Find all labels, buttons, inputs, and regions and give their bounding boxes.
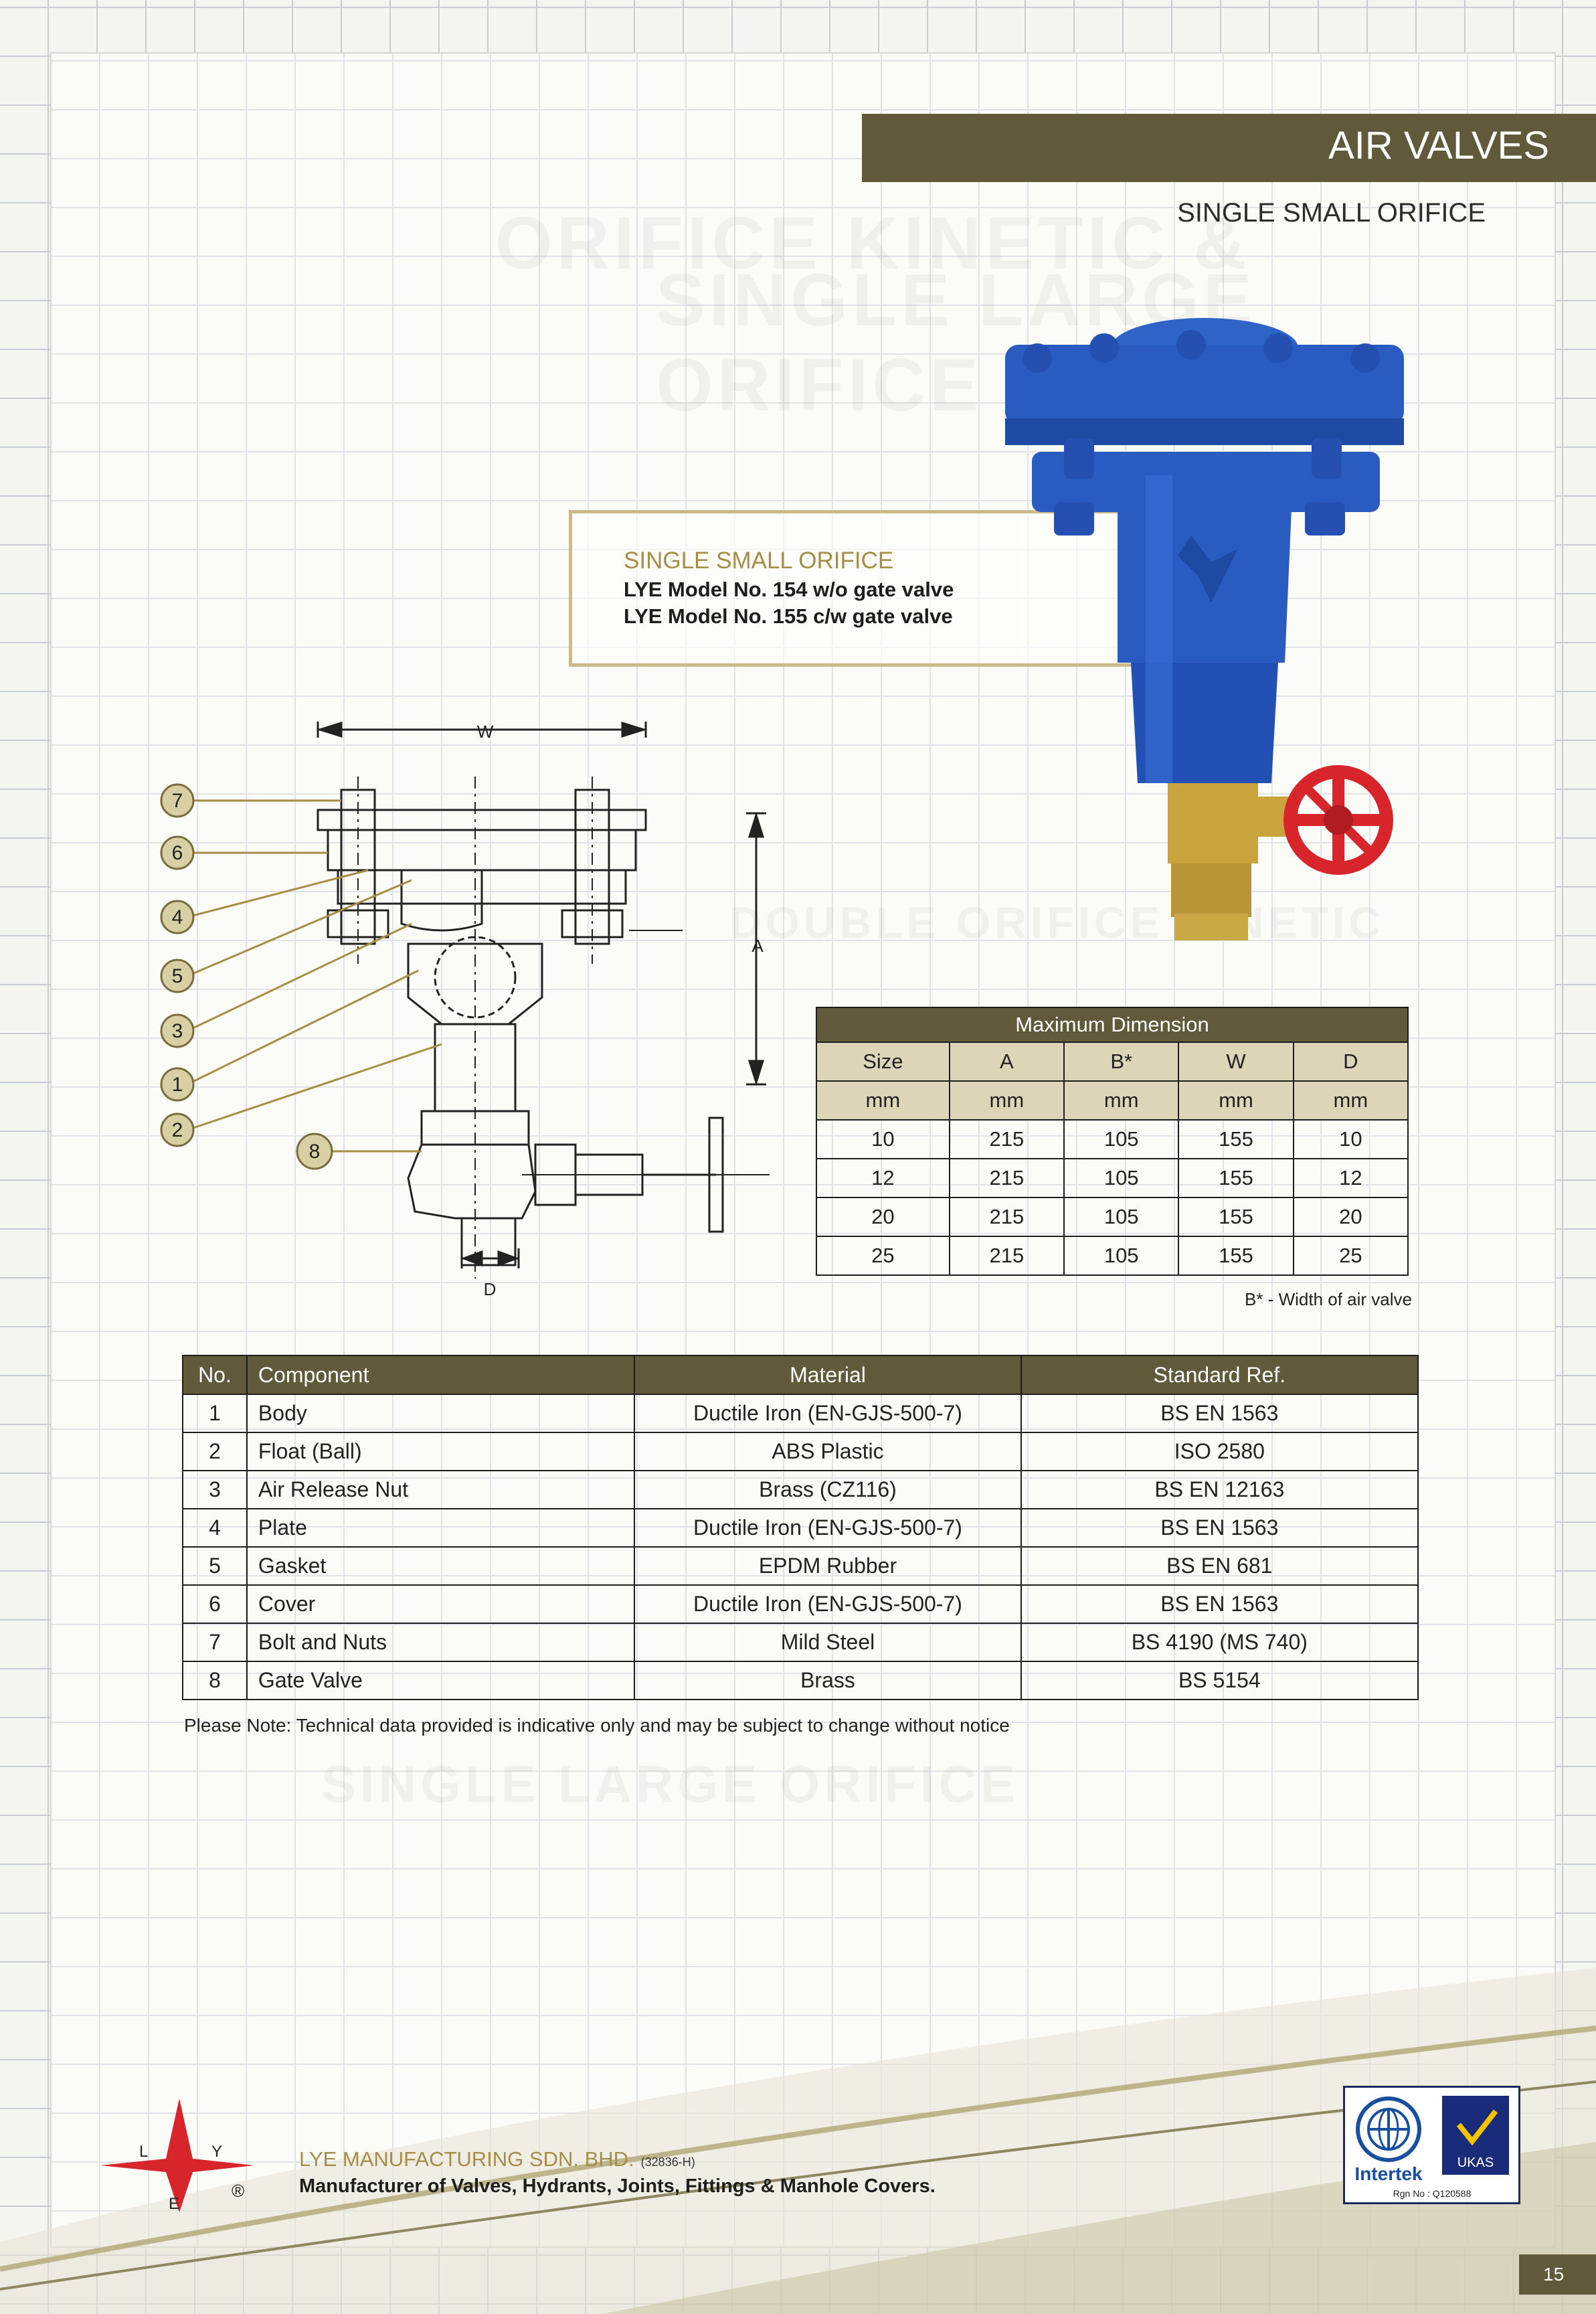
dim-header-w: W	[1178, 1042, 1293, 1081]
dim-header-a: A	[950, 1042, 1064, 1081]
certification-graphic	[1345, 2088, 1518, 2202]
comp-header-standard: Standard Ref.	[1021, 1355, 1418, 1394]
intertek-label: Intertek	[1354, 2163, 1423, 2184]
dim-row	[816, 1197, 1408, 1236]
comp-cell: BS 5154	[1021, 1661, 1418, 1700]
logo-letter-e: E	[169, 2195, 180, 2213]
component-row	[183, 1661, 1418, 1700]
dim-cell: 12	[816, 1159, 950, 1197]
comp-cell: 6	[183, 1585, 247, 1623]
comp-header-no: No.	[183, 1355, 247, 1394]
dim-unit: mm	[1294, 1081, 1408, 1120]
cert-registration-number: Rgn No : Q120588	[1393, 2188, 1472, 2199]
comp-cell: Gasket	[247, 1547, 634, 1585]
comp-cell: EPDM Rubber	[634, 1547, 1021, 1585]
section-subtitle: SINGLE SMALL ORIFICE	[1177, 198, 1486, 228]
callout-number-8: 8	[308, 1141, 321, 1163]
dim-header-b: B*	[1064, 1042, 1178, 1081]
component-table	[182, 1355, 1419, 1700]
certification-badge	[1343, 2086, 1520, 2204]
comp-cell: BS EN 12163	[1021, 1471, 1418, 1509]
dim-row	[816, 1159, 1408, 1197]
comp-cell: 7	[183, 1623, 247, 1661]
callout-model-154: LYE Model No. 154 w/o gate valve	[624, 578, 954, 601]
dim-cell: 155	[1178, 1159, 1293, 1197]
dim-cell: 10	[816, 1120, 950, 1159]
dim-unit: mm	[1178, 1081, 1293, 1120]
dimension-d-label: D	[483, 1279, 497, 1299]
dim-unit: mm	[816, 1081, 950, 1120]
callout-model-155: LYE Model No. 155 c/w gate valve	[624, 604, 953, 628]
company-tagline: Manufacturer of Valves, Hydrants, Joints, Fittings & Manhole Covers.	[299, 2175, 936, 2197]
dim-cell: 20	[816, 1197, 950, 1236]
dim-cell: 25	[1294, 1236, 1408, 1275]
dim-unit: mm	[1064, 1081, 1178, 1120]
comp-cell: Float (Ball)	[247, 1432, 634, 1471]
dimension-a-label: A	[751, 936, 764, 956]
dim-cell: 215	[950, 1236, 1064, 1275]
dim-unit: mm	[950, 1081, 1064, 1120]
comp-cell: Brass	[634, 1661, 1021, 1700]
comp-cell: Plate	[247, 1509, 634, 1547]
callout-number-3: 3	[171, 1020, 183, 1042]
comp-cell: BS EN 1563	[1021, 1509, 1418, 1547]
callout-number-6: 6	[171, 842, 183, 864]
dim-cell: 105	[1064, 1236, 1178, 1275]
comp-cell: 2	[183, 1432, 247, 1471]
dimension-table-title: Maximum Dimension	[816, 1007, 1408, 1042]
logo-letter-l: L	[139, 2143, 149, 2161]
dimension-w-label: W	[476, 722, 494, 742]
company-name	[299, 2147, 695, 2171]
page-number: 15	[1519, 2254, 1596, 2295]
dim-cell: 20	[1294, 1197, 1408, 1236]
comp-cell: Bolt and Nuts	[247, 1623, 634, 1661]
dim-cell: 215	[950, 1159, 1064, 1197]
callout-number-2: 2	[171, 1119, 183, 1141]
comp-cell: BS 4190 (MS 740)	[1021, 1623, 1418, 1661]
callout-number-1: 1	[171, 1074, 183, 1096]
logo-letter-y: Y	[211, 2143, 223, 2161]
dim-cell: 105	[1064, 1120, 1178, 1159]
comp-cell: 8	[183, 1661, 247, 1700]
component-row	[183, 1432, 1418, 1471]
dim-header-d: D	[1294, 1042, 1408, 1081]
dimension-table	[816, 1007, 1409, 1276]
comp-cell: Gate Valve	[247, 1661, 634, 1700]
component-row	[183, 1623, 1418, 1661]
callout-number-4: 4	[171, 906, 183, 928]
comp-cell: Ductile Iron (EN-GJS-500-7)	[634, 1509, 1021, 1547]
dim-cell: 12	[1294, 1159, 1408, 1197]
dim-cell: 105	[1064, 1197, 1178, 1236]
dim-cell: 155	[1178, 1236, 1293, 1275]
dim-cell: 25	[816, 1236, 950, 1275]
ghost-heading-4	[321, 1754, 1019, 1815]
comp-cell: ABS Plastic	[634, 1432, 1021, 1471]
lye-logo	[94, 2095, 274, 2216]
callout-number-7: 7	[171, 790, 183, 812]
comp-cell: Air Release Nut	[247, 1471, 634, 1509]
comp-cell: 3	[183, 1471, 247, 1509]
callout-title: SINGLE SMALL ORIFICE	[624, 548, 894, 574]
comp-header-component: Component	[247, 1355, 634, 1394]
section-banner: AIR VALVES	[862, 114, 1596, 182]
dim-cell: 105	[1064, 1159, 1178, 1197]
comp-cell: BS EN 1563	[1021, 1585, 1418, 1623]
dim-cell: 215	[950, 1197, 1064, 1236]
component-row	[183, 1471, 1418, 1509]
comp-cell: Cover	[247, 1585, 634, 1623]
comp-cell: BS EN 681	[1021, 1547, 1418, 1585]
ukas-label: UKAS	[1457, 2155, 1494, 2170]
comp-cell: 1	[183, 1394, 247, 1432]
comp-header-material: Material	[634, 1355, 1021, 1394]
dimension-footnote: B* - Width of air valve	[1245, 1289, 1412, 1309]
comp-cell: 5	[183, 1547, 247, 1585]
dim-row	[816, 1236, 1408, 1275]
dim-cell: 215	[950, 1120, 1064, 1159]
company-name-text: LYE MANUFACTURING SDN. BHD.	[299, 2147, 634, 2171]
dim-row	[816, 1120, 1408, 1159]
component-row	[183, 1509, 1418, 1547]
dim-cell: 155	[1178, 1197, 1293, 1236]
registered-mark: ®	[232, 2181, 245, 2201]
disclaimer-note: Please Note: Technical data provided is indicative only and may be subject to change without notice	[184, 1715, 1010, 1736]
dim-cell: 10	[1294, 1120, 1408, 1159]
component-row	[183, 1547, 1418, 1585]
comp-cell: Mild Steel	[634, 1623, 1021, 1661]
company-reg-number: (32836-H)	[640, 2155, 695, 2169]
callout-number-5: 5	[171, 965, 183, 987]
comp-cell: Body	[247, 1394, 634, 1432]
air-valve-photo	[990, 308, 1405, 951]
comp-cell: BS EN 1563	[1021, 1394, 1418, 1432]
comp-cell: ISO 2580	[1021, 1432, 1418, 1471]
comp-cell: Ductile Iron (EN-GJS-500-7)	[634, 1394, 1021, 1432]
component-row	[183, 1394, 1418, 1432]
dim-cell: 155	[1178, 1120, 1293, 1159]
component-row	[183, 1585, 1418, 1623]
dim-header-size: Size	[816, 1042, 950, 1081]
comp-cell: 4	[183, 1509, 247, 1547]
comp-cell: Ductile Iron (EN-GJS-500-7)	[634, 1585, 1021, 1623]
comp-cell: Brass (CZ116)	[634, 1471, 1021, 1509]
technical-drawing	[147, 710, 783, 1312]
